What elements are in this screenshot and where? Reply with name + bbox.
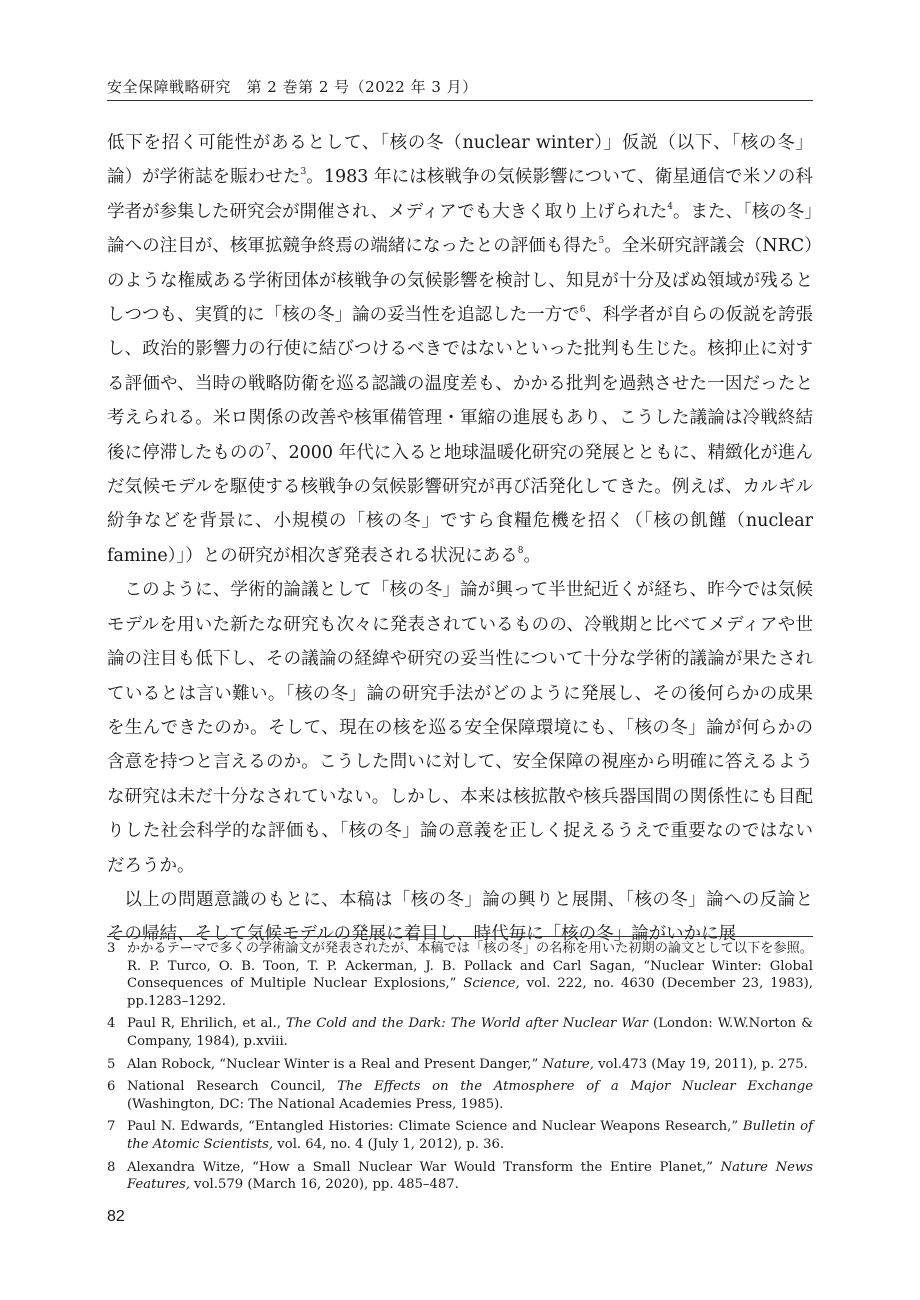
footnote-rule [107,936,813,937]
footnote-7 [107,1118,813,1153]
footnote-ref-3[interactable]: 3 [300,167,307,178]
footnote-text: Paul R, Ehrilich, et al., [127,1016,287,1032]
footnote-number: 3 [107,941,116,956]
footnote-text: かかるテーマで多くの学術論文が発表されたが、本稿では「核の冬」の名称を用いた初期の論文として以下を参照。R. P. Turco, O. B. Toon, T. P. Ackerman, J. B. Pollack and Carl Sagan, “Nuclear Winter: Global Consequences of Multiple Nuclear Explosions,” [127,941,813,992]
footnote-title: Nature, [542,1056,594,1072]
paragraph-1 [107,126,813,573]
footnote-ref-7[interactable]: 7 [265,442,271,453]
page-number: 82 [107,1208,125,1225]
footnote-text: Paul N. Edwards, “Entangled Histories: Climate Science and Nuclear Weapons Research,” [127,1119,743,1135]
paragraph-text: 。また、「核の冬」論への注目が、核軍拡競争終焉の端緒になったとの評価も得た [107,201,813,257]
footnote-3 [107,940,813,1010]
footnote-4 [107,1015,813,1050]
body-text [107,126,813,952]
footnote-title: Science, [463,976,520,992]
paragraph-text: 、2000 年代に入ると地球温暖化研究の発展とともに、精緻化が進んだ気候モデルを駆使する核戦争の気候影響研究が再び活発化してきた。例えば、カルギル紛争などを背景に、小規模の「核の冬」ですら食糧危機を招く（「核の飢饉（nuclear famine）」）との研究が相次ぎ発表される状況にある [107,442,813,566]
footnote-text: National Research Council, [127,1079,338,1095]
footnote-text: vol. 64, no. 4 (July 1, 2012), p. 36. [273,1136,505,1152]
footnote-title: The Cold and the Dark: The World after Nuclear War [286,1016,648,1032]
footnote-title: The Effects on the Atmosphere of a Major Nuclear Exchange [337,1079,814,1095]
footnote-text: Alan Robock, “Nuclear Winter is a Real and Present Danger,” [127,1056,543,1072]
paragraph-text: 。 [523,545,541,566]
footnote-number: 4 [107,1016,116,1032]
footnote-ref-4[interactable]: 4 [667,201,673,212]
footnotes [107,940,813,1199]
footnote-ref-6[interactable]: 6 [579,305,586,316]
footnote-number: 5 [107,1056,116,1072]
footnote-5 [107,1056,813,1074]
footnote-number: 8 [107,1159,116,1175]
paragraph-text: 、科学者が自らの仮説を誇張し、政治的影響力の行使に結びつけるべきではないといった批判も生じた。核抑止に対する評価や、当時の戦略防衛を巡る認識の温度差も、かかる批判を過熱させた一因だったと考えられる。米ロ関係の改善や核軍備管理・軍縮の進展もあり、こうした議論は冷戦終結後に停滞したものの [107,305,814,463]
header-rule [107,100,813,101]
paragraph-text: 。全米研究評議会（NRC）のような権威ある学術団体が核戦争の気候影響を検討し、知見が十分及ばぬ領域が残るとしつつも、実質的に「核の冬」論の妥当性を追認した一方で [107,236,813,326]
footnote-ref-5[interactable]: 5 [598,236,605,247]
footnote-6 [107,1078,813,1113]
paragraph-3: 以上の問題意識のもとに、本稿は「核の冬」論の興りと展開、「核の冬」論への反論とその帰結、そして気候モデルの発展に着目し、時代毎に「核の冬」論がいかに展 [107,889,813,945]
paragraph-text: 低下を招く可能性があるとして、「核の冬（nuclear winter）」仮説（以下、「核の冬」論）が学術誌を賑わせた [107,133,813,188]
paragraph-text: 。1983 年には核戦争の気候影響について、衛星通信で米ソの科学者が参集した研究会が開催され、メディアでも大きく取り上げられた [107,167,814,222]
footnote-title: Bulletin of the Atomic Scientists, [127,1119,813,1152]
footnote-text: vol.579 (March 16, 2020), pp. 485–487. [189,1177,459,1193]
running-header: 安全保障戦略研究 第 2 巻第 2 号（2022 年 3 月） [107,78,478,96]
footnote-number: 6 [107,1079,116,1095]
footnote-text: Alexandra Witze, “How a Small Nuclear War Would Transform the Entire Planet,” [127,1159,721,1175]
footnote-text: vol. 222, no. 4630 (December 23, 1983), pp.1283–1292. [127,976,813,1009]
footnote-ref-8[interactable]: 8 [517,545,524,556]
footnote-8 [107,1159,813,1194]
footnote-text: vol.473 (May 19, 2011), p. 275. [593,1056,808,1072]
footnote-text: (London: W.W.Norton & Company, 1984), p.xviii. [127,1016,813,1049]
paragraph-2: このように、学術的論議として「核の冬」論が興って半世紀近くが経ち、昨今では気候モデルを用いた新たな研究も次々に発表されているものの、冷戦期と比べてメディアや世論の注目も低下し、その議論の経緯や研究の妥当性について十分な学術的議論が果たされているとは言い難い。「核の冬」論の研究手法がどのように発展し、その後何らかの成果を生んできたのか。そして、現在の核を巡る安全保障環境にも、「核の冬」論が何らかの含意を持つと言えるのか。こうした問いに対して、安全保障の視座から明確に答えるような研究は未だ十分なされていない。しかし、本来は核拡散や核兵器国間の関係性にも目配りした社会科学的な評価も、「核の冬」論の意義を正しく捉えるうえで重要なのではないだろうか。 [107,580,813,876]
footnote-title: Nature News Features, [127,1159,814,1193]
footnote-number: 7 [107,1119,116,1135]
footnote-text: (Washington, DC: The National Academies Press, 1985). [127,1096,504,1112]
